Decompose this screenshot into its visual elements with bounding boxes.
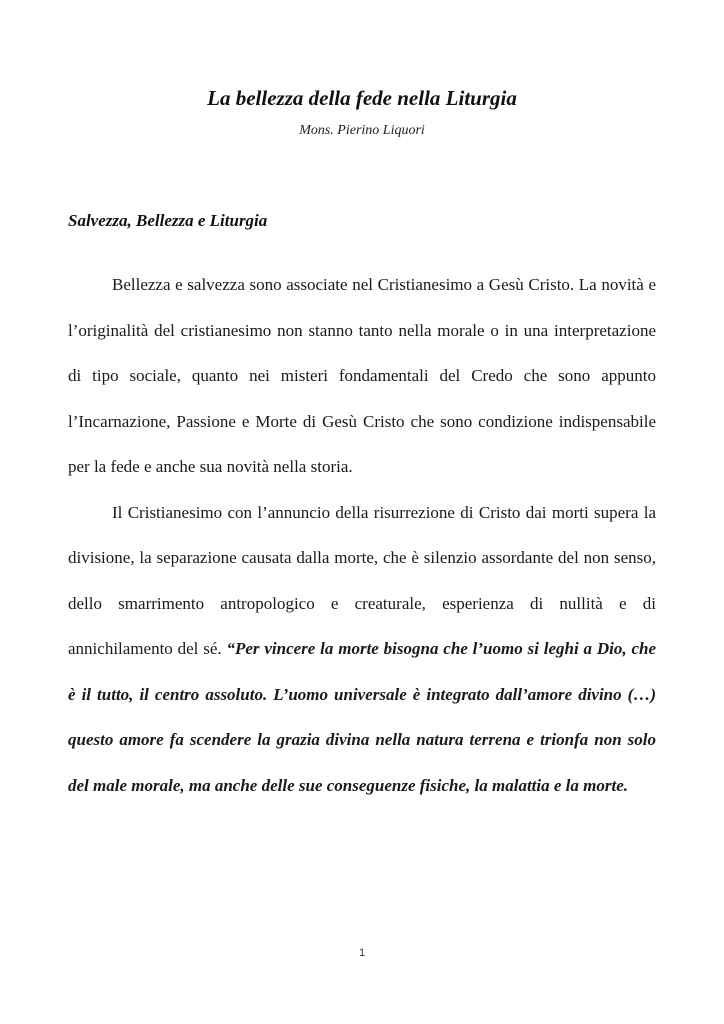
document-title: La bellezza della fede nella Liturgia (207, 86, 517, 110)
quoted-emphasis: “Per vincere la morte bisogna che l’uomo si leghi a Dio, che è il tutto, il centro assoluto. L’uomo universale è integrato dall’amore divino (…) questo amore fa scendere la grazia divina nella natura terrena e trionfa non solo del male morale, ma anche delle sue conseguenze fisiche, la malattia e la morte. (68, 639, 656, 795)
page-number: 1 (358, 947, 366, 959)
section-heading: Salvezza, Bellezza e Liturgia (68, 211, 268, 230)
paragraph-1 (68, 262, 656, 490)
paragraph-1-text: Bellezza e salvezza sono associate nel Cristianesimo a Gesù Cristo. La novità e l’originalità del cristianesimo non stanno tanto nella morale o in una interpretazione di tipo sociale, quanto nei misteri fondamentali del Credo che sono appunto l’Incarnazione, Passione e Morte di Gesù Cristo che sono condizione indispensabile per la fede e anche sua novità nella storia. (68, 275, 656, 476)
document-author: Mons. Pierino Liquori (299, 123, 425, 138)
document-body (68, 262, 656, 808)
paragraph-2 (68, 490, 656, 809)
paragraph-2-text: Il Cristianesimo con l’annuncio della risurrezione di Cristo dai morti supera la divisione, la separazione causata dalla morte, che è silenzio assordante del non senso, dello smarrimento antropologico e creaturale, esperienza di nullità e di annichilamento del sé. (68, 502, 656, 658)
